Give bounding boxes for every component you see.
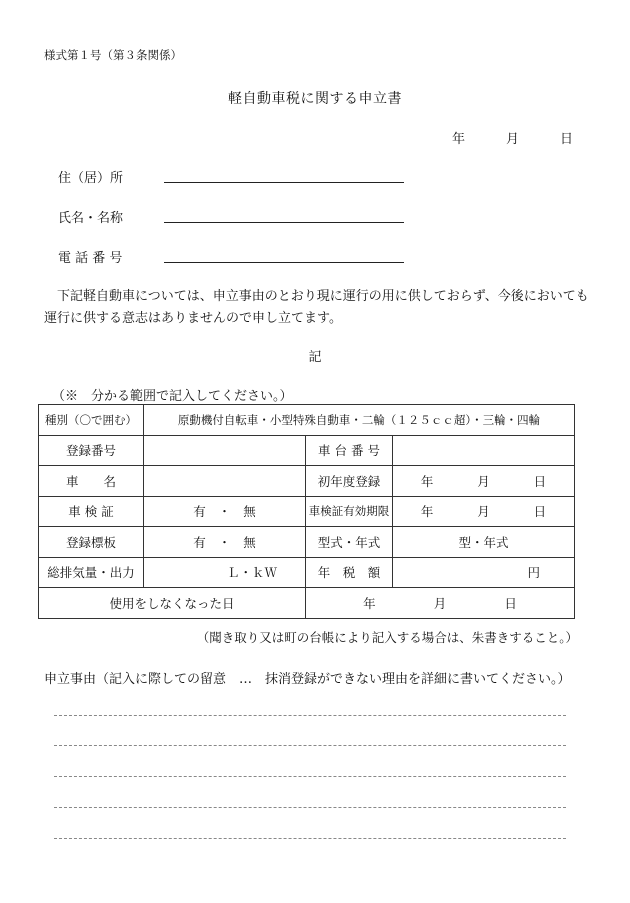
month-label: 月 xyxy=(477,504,490,520)
tax-label: 年 税 額 xyxy=(306,557,393,588)
month-label: 月 xyxy=(477,473,490,489)
reason-line[interactable] xyxy=(54,806,566,808)
fill-note: （※ 分かる範囲で記入してください。） xyxy=(52,389,293,404)
address-label: 住（居）所 xyxy=(58,171,124,186)
reason-line[interactable] xyxy=(54,714,566,716)
reg-no-field[interactable] xyxy=(144,435,306,466)
tax-field[interactable]: 円 xyxy=(393,557,575,588)
chassis-label: 車 台 番 号 xyxy=(306,435,393,466)
date-year-label: 年 xyxy=(452,132,466,147)
type-options[interactable]: 原動機付自転車・小型特殊自動車・二輪（１２５ｃｃ超）・三輪・四輪 xyxy=(144,405,575,436)
table-row xyxy=(39,557,575,588)
chassis-field[interactable] xyxy=(393,435,575,466)
model-field[interactable]: 型・年式 xyxy=(393,527,575,558)
month-label: 月 xyxy=(433,595,447,611)
year-label: 年 xyxy=(420,473,434,489)
name-label: 氏名・名称 xyxy=(58,211,124,226)
first-reg-field[interactable] xyxy=(393,466,575,497)
phone-label: 電 話 番 号 xyxy=(58,251,123,266)
table-row xyxy=(39,435,575,466)
reason-line[interactable] xyxy=(54,744,566,746)
table-row xyxy=(39,405,575,436)
first-reg-label: 初年度登録 xyxy=(306,466,393,497)
phone-field[interactable] xyxy=(164,261,404,263)
unused-date-label: 使用をしなくなった日 xyxy=(39,588,306,619)
inspection-options[interactable]: 有 ・ 無 xyxy=(144,496,306,527)
inspection-label: 車 検 証 xyxy=(39,496,144,527)
year-label: 年 xyxy=(420,504,434,520)
table-row xyxy=(39,496,575,527)
address-field[interactable] xyxy=(164,181,404,183)
car-name-field[interactable] xyxy=(144,466,306,497)
inspection-expiry-label: 車検証有効期限 xyxy=(306,496,393,527)
day-label: 日 xyxy=(504,595,517,611)
red-ink-note: （聞き取り又は町の台帳により記入する場合は、朱書きすること。） xyxy=(196,630,578,645)
displacement-label: 総排気量・出力 xyxy=(39,557,144,588)
table-row xyxy=(39,527,575,558)
reason-heading: 申立事由（記入に際しての留意 … 抹消登録ができない理由を詳細に書いてください。） xyxy=(44,672,571,687)
vehicle-info-table xyxy=(38,404,575,619)
reason-line[interactable] xyxy=(54,775,566,777)
model-label: 型式・年式 xyxy=(306,527,393,558)
plate-label: 登録標板 xyxy=(39,527,144,558)
day-label: 日 xyxy=(533,504,547,520)
plate-options[interactable]: 有 ・ 無 xyxy=(144,527,306,558)
table-row xyxy=(39,466,575,497)
day-label: 日 xyxy=(533,473,547,489)
date-day-label: 日 xyxy=(560,132,574,147)
inspection-expiry-field[interactable] xyxy=(393,496,575,527)
reg-no-label: 登録番号 xyxy=(39,435,144,466)
year-label: 年 xyxy=(363,595,376,611)
name-field[interactable] xyxy=(164,221,404,223)
displacement-field[interactable]: Ｌ・ｋＷ xyxy=(144,557,306,588)
statement-text: 下記軽自動車については、申立事由のとおり現に運行の用に供しておらず、今後においても運行に供する意志はありませんので申し立てます。 xyxy=(44,289,589,326)
type-label: 種別（〇で囲む） xyxy=(39,405,144,436)
unused-date-field[interactable] xyxy=(306,588,575,619)
ki-heading: 記 xyxy=(308,350,322,365)
table-row xyxy=(39,588,575,619)
reason-line[interactable] xyxy=(54,837,566,839)
page-title: 軽自動車税に関する申立書 xyxy=(228,91,402,107)
form-number: 様式第１号（第３条関係） xyxy=(44,48,182,62)
car-name-label: 車 名 xyxy=(39,466,144,497)
date-month-label: 月 xyxy=(506,132,520,147)
